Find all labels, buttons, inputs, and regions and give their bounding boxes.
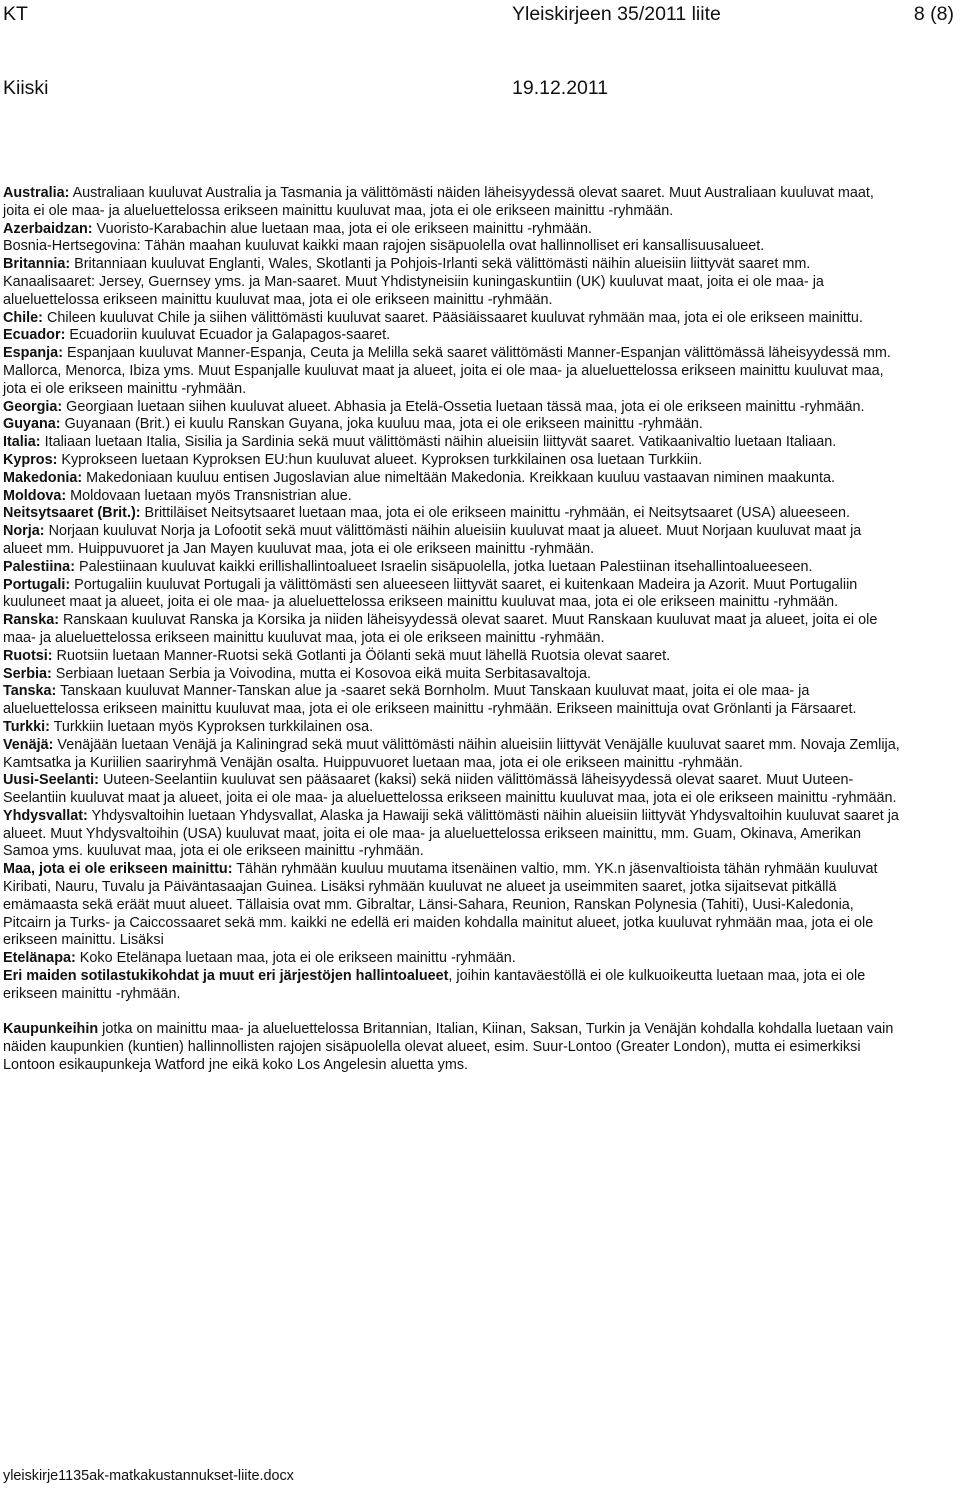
entry-text: , joihin kantaväestöllä ei ole kulkuoikeutta luetaan maa, jota ei ole erikseen mainittu -ryhmään. [3, 968, 866, 1002]
entry-text: Makedoniaan kuuluu entisen Jugoslavian alue nimeltään Makedonia. Kreikkaan kuuluu vastaavan niminen maakunta. [82, 469, 835, 486]
country-entry [3, 808, 903, 861]
header-author: Kiiski [3, 77, 49, 99]
entry-term: Portugali: [3, 576, 71, 593]
entry-term: Maa, jota ei ole erikseen mainittu: [3, 861, 233, 878]
entry-text: Britanniaan kuuluvat Englanti, Wales, Skotlanti ja Pohjois-Irlanti sekä välittömästi näihin alueisiin liittyvät saaret mm. Kanaalisaaret: Jersey, Guernsey yms. ja Man-saaret. Muut Yhdistyneisiin kuningaskuntiin (UK) kuuluvat maat, joita ei ole maa- ja alueluettelossa erikseen mainittu kuuluvat maa, jota ei ole erikseen mainittu -ryhmään. [3, 256, 824, 308]
country-entry [3, 772, 903, 808]
entry-term: Moldova: [3, 487, 67, 504]
entry-text: Vuoristo-Karabachin alue luetaan maa, jota ei ole erikseen mainittu -ryhmään. [92, 220, 592, 237]
entry-text: Norjaan kuuluvat Norja ja Lofootit sekä muut välittömästi näihin alueisiin kuuluvat maat ja alueet. Muut Norjaan kuuluvat maat ja alueet mm. Huippuvuoret ja Jan Mayen kuuluvat maa, jota ei ole erikseen mainittu -ryhmään. [3, 523, 862, 557]
country-entry [3, 737, 903, 773]
entry-text: Australiaan kuuluvat Australia ja Tasmania ja välittömästi näiden läheisyydessä olevat saaret. Muut Australiaan kuuluvat maat, joita ei ole maa- ja alueluettelossa erikseen mainittu kuuluvat maa, jota ei ole erikseen mainittu -ryhmään. [3, 185, 874, 219]
entry-term: Espanja: [3, 345, 63, 362]
country-entry [3, 559, 903, 577]
country-entry [3, 327, 903, 345]
country-entry [3, 238, 903, 256]
entry-term: Venäjä: [3, 736, 54, 753]
entry-term: Makedonia: [3, 469, 83, 486]
entry-term: Yhdysvallat: [3, 807, 88, 824]
entry-text: Serbiaan luetaan Serbia ja Voivodina, mutta ei Kosovoa eikä muita Serbitasavaltoja. [51, 665, 591, 682]
country-entry [3, 612, 903, 648]
country-entry [3, 577, 903, 613]
entry-text: Bosnia-Hertsegovina: Tähän maahan kuuluvat kaikki maan rajojen sisäpuolella ovat hallinnolliset eri kansallisuusalueet. [3, 238, 765, 255]
country-entry [3, 505, 903, 523]
entry-term: Italia: [3, 434, 41, 451]
country-entry [3, 648, 903, 666]
country-entry [3, 399, 903, 417]
country-entry [3, 310, 903, 328]
entry-term: Azerbaidzan: [3, 220, 93, 237]
country-entry [3, 434, 903, 452]
header-document-title: Yleiskirjeen 35/2011 liite [512, 3, 721, 25]
entry-term: Kypros: [3, 451, 58, 468]
entry-text: Kyprokseen luetaan Kyproksen EU:hun kuuluvat alueet. Kyproksen turkkilainen osa luetaan Turkkiin. [57, 451, 703, 468]
entry-term: Etelänapa: [3, 950, 76, 967]
header-page-number: 8 (8) [913, 3, 954, 25]
entry-term: Turkki: [3, 718, 50, 735]
entry-text: Moldovaan luetaan myös Transnistrian alue. [66, 487, 352, 504]
entry-text: Espanjaan kuuluvat Manner-Espanja, Ceuta ja Melilla sekä saaret välittömästi Manner-Espanjan välittömässä läheisyydessä mm. Mallorca, Menorca, Ibiza yms. Muut Espanjalle kuuluvat maat ja alueet, joita ei ole maa- ja alueluettelossa erikseen mainittu kuuluvat maa, jota ei ole erikseen mainittu -ryhmään. [3, 345, 891, 397]
entry-text: Uuteen-Seelantiin kuuluvat sen pääsaaret (kaksi) sekä niiden välittömässä läheisyydessä olevat saaret. Muut Uuteen-Seelantiin kuuluvat maat ja alueet, joita ei ole maa- ja alueluettelossa erikseen mainittu kuuluvat maa, jota ei ole erikseen mainittu -ryhmään. [3, 772, 897, 807]
entry-text: Ruotsiin luetaan Manner-Ruotsi sekä Gotlanti ja Öölanti sekä muut lähellä Ruotsia olevat saaret. [52, 647, 671, 664]
country-entries-list [3, 185, 903, 1004]
entry-term: Tanska: [3, 683, 57, 700]
entry-text: Chileen kuuluvat Chile ja siihen välittömästi kuuluvat saaret. Pääsiäissaaret kuuluvat ryhmään maa, jota ei ole erikseen mainittu. [42, 309, 863, 326]
country-entry [3, 345, 903, 398]
country-entry [3, 185, 903, 221]
entry-term: Uusi-Seelanti: [3, 772, 99, 789]
entry-text: Georgiaan luetaan siihen kuuluvat alueet. Abhasia ja Etelä-Ossetia luetaan tässä maa, jota ei ole erikseen mainittu -ryhmään. [62, 398, 865, 415]
entry-text: Yhdysvaltoihin luetaan Yhdysvallat, Alaska ja Hawaiji sekä välittömästi näihin alueisiin liittyvät Yhdysvaltoihin kuuluvat saaret ja alueet. Muut Yhdysvaltoihin (USA) kuuluvat maat, joita ei ole maa- ja alueluettelossa erikseen mainittu, mm. Guam, Okinava, Amerikan Samoa yms. kuuluvat maa, jota ei ole erikseen mainittu -ryhmään. [3, 807, 899, 860]
country-entry [3, 470, 903, 488]
country-entry [3, 416, 903, 434]
entry-text: Tähän ryhmään kuuluu muutama itsenäinen valtio, mm. YK.n jäsenvaltioista tähän ryhmään kuuluvat Kiribati, Nauru, Tuvalu ja Päiväntasaajan Guinea. Lisäksi ryhmään kuuluvat ne alueet ja useimmiten saaret, jotka sijaitsevat pitkällä emämaasta sekä eräät muut alueet. Tällaisia ovat mm. Gibraltar, Länsi-Sahara, Reunion, Ranskan Polynesia (Tahiti), Uusi-Kaledonia, Pitcairn ja Turks- ja Caiccossaaret sekä mm. kaikki ne edellä eri maiden kohdalla mainitut alueet, jotka kuuluvat ryhmään maa, jota ei ole erikseen mainittu. Lisäksi [3, 861, 878, 949]
country-entry [3, 523, 903, 559]
entry-term: Australia: [3, 185, 70, 201]
entry-term: Eri maiden sotilastukikohdat ja muut eri järjestöjen hallintoalueet [3, 968, 449, 985]
header-date: 19.12.2011 [512, 77, 609, 99]
country-entry [3, 488, 903, 506]
entry-term: Serbia: [3, 665, 52, 682]
entry-text: Brittiläiset Neitsytsaaret luetaan maa, jota ei ole erikseen mainittu -ryhmään, ei Neitsytsaaret (USA) alueeseen. [140, 505, 851, 522]
entry-text: Venäjään luetaan Venäjä ja Kaliningrad sekä muut välittömästi näihin alueisiin liittyvät Venäjälle kuuluvat saaret mm. Novaja Zemlija, Kamtsatka ja Kuriilien saariryhmä Venäjän osalta. Huippuvuoret luetaan maa, jota ei ole erikseen mainittu -ryhmään. [3, 736, 900, 771]
entry-term: Georgia: [3, 398, 63, 415]
entry-term: Palestiina: [3, 558, 75, 575]
entry-term: Ecuador: [3, 327, 66, 344]
document-body [3, 185, 903, 1075]
country-entry [3, 950, 903, 968]
closing-text: jotka on mainittu maa- ja alueluettelossa Britannian, Italian, Kiinan, Saksan, Turkin ja Venäjän kohdalla kohdalla luetaan vain näiden kaupunkien (kuntien) hallinnollisten rajojen sisäpuolella olevat alueet, esim. Suur-Lontoo (Greater London), mutta ei esimerkiksi Lontoon esikaupunkeja Watford jne eikä koko Los Angelesin aluetta yms. [3, 1021, 894, 1074]
entry-text: Portugaliin kuuluvat Portugali ja välittömästi sen alueeseen liittyvät saaret, ei kuitenkaan Madeira ja Azorit. Muut Portugaliin kuuluneet maat ja alueet, joita ei ole maa- ja alueluettelossa erikseen mainittu kuuluvat maa, jota ei ole erikseen mainittu -ryhmään. [3, 576, 858, 611]
country-entry [3, 256, 903, 309]
country-entry [3, 452, 903, 470]
country-entry [3, 683, 903, 719]
footer-filename: yleiskirje1135ak-matkakustannukset-liite.docx [3, 1468, 294, 1484]
entry-term: Ruotsi: [3, 647, 53, 664]
entry-term: Chile: [3, 309, 43, 326]
entry-text: Koko Etelänapa luetaan maa, jota ei ole erikseen mainittu -ryhmään. [75, 950, 516, 967]
closing-paragraph [3, 1021, 903, 1074]
header-unit-code: KT [3, 3, 28, 25]
entry-text: Turkkiin luetaan myös Kyproksen turkkilainen osa. [49, 718, 374, 735]
country-entry [3, 968, 903, 1004]
entry-term: Norja: [3, 523, 45, 540]
entry-text: Italiaan luetaan Italia, Sisilia ja Sardinia sekä muut välittömästi näihin alueisiin liittyvät saaret. Vatikaanivaltio luetaan Italiaan. [40, 434, 837, 451]
entry-text: Palestiinaan kuuluvat kaikki erillishallintoalueet Israelin sisäpuolella, jotka luetaan Palestiinan itsehallintoalueeseen. [74, 558, 813, 575]
closing-term: Kaupunkeihin [3, 1021, 99, 1038]
entry-text: Ranskaan kuuluvat Ranska ja Korsika ja niiden läheisyydessä olevat saaret. Muut Ranskaan kuuluvat maat ja alueet, joita ei ole maa- ja alueluettelossa erikseen mainittu kuuluvat maa, jota ei ole erikseen mainittu -ryhmään. [3, 612, 878, 646]
country-entry [3, 861, 903, 950]
country-entry [3, 666, 903, 684]
entry-term: Britannia: [3, 256, 71, 273]
entry-text: Ecuadoriin kuuluvat Ecuador ja Galapagos-saaret. [65, 327, 391, 344]
entry-text: Guyanaan (Brit.) ei kuulu Ranskan Guyana, joka kuuluu maa, jota ei ole erikseen mainittu -ryhmään. [60, 416, 703, 433]
entry-term: Neitsytsaaret (Brit.): [3, 505, 141, 522]
country-entry [3, 719, 903, 737]
entry-term: Ranska: [3, 612, 59, 629]
entry-term: Guyana: [3, 416, 61, 433]
entry-text: Tanskaan kuuluvat Manner-Tanskan alue ja -saaret sekä Bornholm. Muut Tanskaan kuuluvat maat, joita ei ole maa- ja alueluettelossa erikseen mainittu kuuluvat maa, jota ei ole erikseen mainittu -ryhmään. Erikseen mainittuja ovat Grönlanti ja Färsaaret. [3, 683, 857, 718]
country-entry [3, 221, 903, 239]
